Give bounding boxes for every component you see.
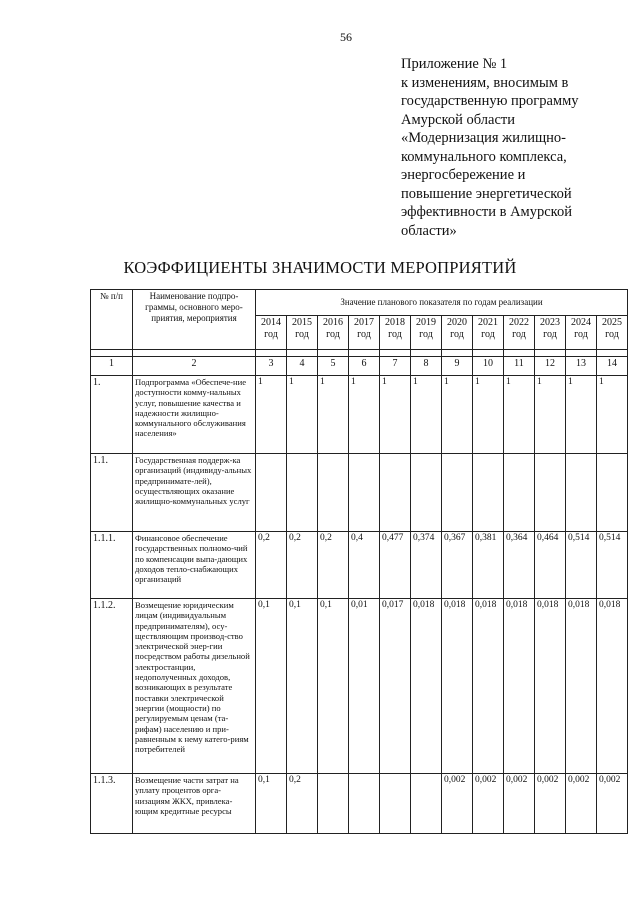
value-cell (380, 774, 411, 834)
value-cell: 1 (256, 376, 287, 454)
value-cell: 0,1 (256, 599, 287, 774)
column-number: 6 (349, 357, 380, 376)
value-cell: 1 (318, 376, 349, 454)
col-no-header: № п/п (91, 290, 133, 350)
year-header: 2023 год (535, 316, 566, 350)
value-cell: 1 (380, 376, 411, 454)
value-cell (411, 774, 442, 834)
value-cell (566, 454, 597, 532)
column-number: 5 (318, 357, 349, 376)
appendix-line: эффективности в Амурской (401, 204, 572, 220)
separator-cell (535, 350, 566, 357)
year-header: 2018 год (380, 316, 411, 350)
value-cell: 0,018 (566, 599, 597, 774)
column-number: 13 (566, 357, 597, 376)
column-number: 10 (473, 357, 504, 376)
appendix-line: повышение энергетической (401, 185, 572, 202)
value-cell (349, 454, 380, 532)
separator-cell (349, 350, 380, 357)
value-cell (442, 454, 473, 532)
value-cell: 0,002 (535, 774, 566, 834)
appendix-line: энергосбережение и (401, 167, 526, 183)
year-header: 2024 год (566, 316, 597, 350)
value-cell (504, 454, 535, 532)
table-row (91, 532, 628, 599)
value-cell: 1 (473, 376, 504, 454)
appendix-line: государственную программу (401, 93, 579, 109)
value-cell (318, 454, 349, 532)
col-name-header: Наименование подпро-граммы, основного меро-приятия, мероприятия (133, 290, 256, 350)
column-number: 7 (380, 357, 411, 376)
value-cell (411, 454, 442, 532)
separator-cell (442, 350, 473, 357)
value-cell: 0,01 (349, 599, 380, 774)
value-cell: 0,018 (535, 599, 566, 774)
value-cell (287, 454, 318, 532)
value-cell: 0,381 (473, 532, 504, 599)
value-cell: 1 (504, 376, 535, 454)
value-cell: 0,002 (566, 774, 597, 834)
year-header: 2014 год (256, 316, 287, 350)
separator-cell (504, 350, 535, 357)
year-header: 2022 год (504, 316, 535, 350)
table-row (91, 774, 628, 834)
column-number: 14 (597, 357, 628, 376)
value-cell: 0,018 (442, 599, 473, 774)
separator-cell (597, 350, 628, 357)
values-group-header: Значение планового показателя по годам реализации (256, 290, 628, 316)
value-cell: 0,477 (380, 532, 411, 599)
value-cell: 0,464 (535, 532, 566, 599)
row-name: Государственная поддерж-ка организаций (индивиду-альных предпринимате-лей), осуществляющих оказание жилищно-коммунальных услуг (133, 454, 256, 532)
value-cell (535, 454, 566, 532)
year-header: 2016 год (318, 316, 349, 350)
document-title: КОЭФФИЦИЕНТЫ ЗНАЧИМОСТИ МЕРОПРИЯТИЙ (123, 258, 517, 277)
column-number: 8 (411, 357, 442, 376)
separator-cell (91, 350, 133, 357)
coefficients-table (90, 289, 628, 834)
separator-cell (566, 350, 597, 357)
row-number: 1.1.2. (91, 599, 133, 774)
appendix-line: области» (401, 222, 457, 239)
value-cell: 0,514 (597, 532, 628, 599)
column-number: 2 (133, 357, 256, 376)
value-cell: 1 (349, 376, 380, 454)
value-cell: 0,2 (318, 532, 349, 599)
row-number: 1.1.3. (91, 774, 133, 834)
column-number: 4 (287, 357, 318, 376)
row-number: 1.1. (91, 454, 133, 532)
separator-cell (133, 350, 256, 357)
separator-cell (256, 350, 287, 357)
table-row (91, 599, 628, 774)
value-cell: 0,1 (256, 774, 287, 834)
separator-cell (411, 350, 442, 357)
separator-cell (473, 350, 504, 357)
value-cell: 0,018 (473, 599, 504, 774)
year-header: 2025 год (597, 316, 628, 350)
table-row (91, 454, 628, 532)
value-cell: 1 (597, 376, 628, 454)
year-header: 2021 год (473, 316, 504, 350)
value-cell: 0,2 (287, 532, 318, 599)
value-cell: 1 (566, 376, 597, 454)
value-cell (318, 774, 349, 834)
value-cell: 0,017 (380, 599, 411, 774)
row-name: Подпрограмма «Обеспече-ние доступности комму-нальных услуг, повышение качества и надежности жилищно-коммунального обслуживания населения» (133, 376, 256, 454)
year-header: 2020 год (442, 316, 473, 350)
row-number: 1. (91, 376, 133, 454)
separator-cell (287, 350, 318, 357)
appendix-line: коммунального комплекса, (401, 148, 567, 165)
value-cell: 0,374 (411, 532, 442, 599)
separator-cell (318, 350, 349, 357)
separator-cell (380, 350, 411, 357)
row-name: Возмещение юридическим лицам (индивидуальным предпринимателям), осу-ществляющим производ-ство электрической энер-гии посредством работы дизельной электростанции, недополученных доходов, возникающих в результате поставки электрической энергии (мощности) по регулируемым ценам (та-рифам) населению и при-равненным к нему катего-риям потребителей (133, 599, 256, 774)
value-cell: 0,002 (597, 774, 628, 834)
column-number: 9 (442, 357, 473, 376)
column-number: 12 (535, 357, 566, 376)
appendix-line: Приложение № 1 (401, 56, 508, 72)
value-cell: 0,367 (442, 532, 473, 599)
year-header: 2017 год (349, 316, 380, 350)
value-cell: 1 (411, 376, 442, 454)
value-cell: 1 (535, 376, 566, 454)
value-cell: 0,2 (256, 532, 287, 599)
value-cell: 0,018 (411, 599, 442, 774)
year-header: 2019 год (411, 316, 442, 350)
value-cell: 0,1 (318, 599, 349, 774)
appendix-caption (401, 55, 601, 240)
value-cell: 0,002 (442, 774, 473, 834)
value-cell: 0,4 (349, 532, 380, 599)
value-cell: 0,514 (566, 532, 597, 599)
year-header: 2015 год (287, 316, 318, 350)
value-cell: 0,018 (597, 599, 628, 774)
value-cell: 1 (287, 376, 318, 454)
row-number: 1.1.1. (91, 532, 133, 599)
page-number: 56 (340, 30, 352, 44)
row-name: Возмещение части затрат на уплату процентов орга-низациям ЖКХ, привлека-ющим кредитные ресурсы (133, 774, 256, 834)
value-cell: 0,002 (473, 774, 504, 834)
row-name: Финансовое обеспечение государственных полномо-чий по компенсации выпа-дающих доходов тепло-снабжающих организаций (133, 532, 256, 599)
value-cell: 0,1 (287, 599, 318, 774)
value-cell (380, 454, 411, 532)
column-number: 3 (256, 357, 287, 376)
value-cell: 0,002 (504, 774, 535, 834)
value-cell: 1 (442, 376, 473, 454)
appendix-line: Амурской области (401, 111, 515, 128)
column-number: 1 (91, 357, 133, 376)
table-row (91, 376, 628, 454)
value-cell (597, 454, 628, 532)
column-number: 11 (504, 357, 535, 376)
appendix-line: к изменениям, вносимым в (401, 74, 569, 91)
value-cell: 0,364 (504, 532, 535, 599)
value-cell: 0,018 (504, 599, 535, 774)
appendix-line: «Модернизация жилищно- (401, 130, 566, 146)
value-cell (473, 454, 504, 532)
value-cell (349, 774, 380, 834)
value-cell (256, 454, 287, 532)
value-cell: 0,2 (287, 774, 318, 834)
